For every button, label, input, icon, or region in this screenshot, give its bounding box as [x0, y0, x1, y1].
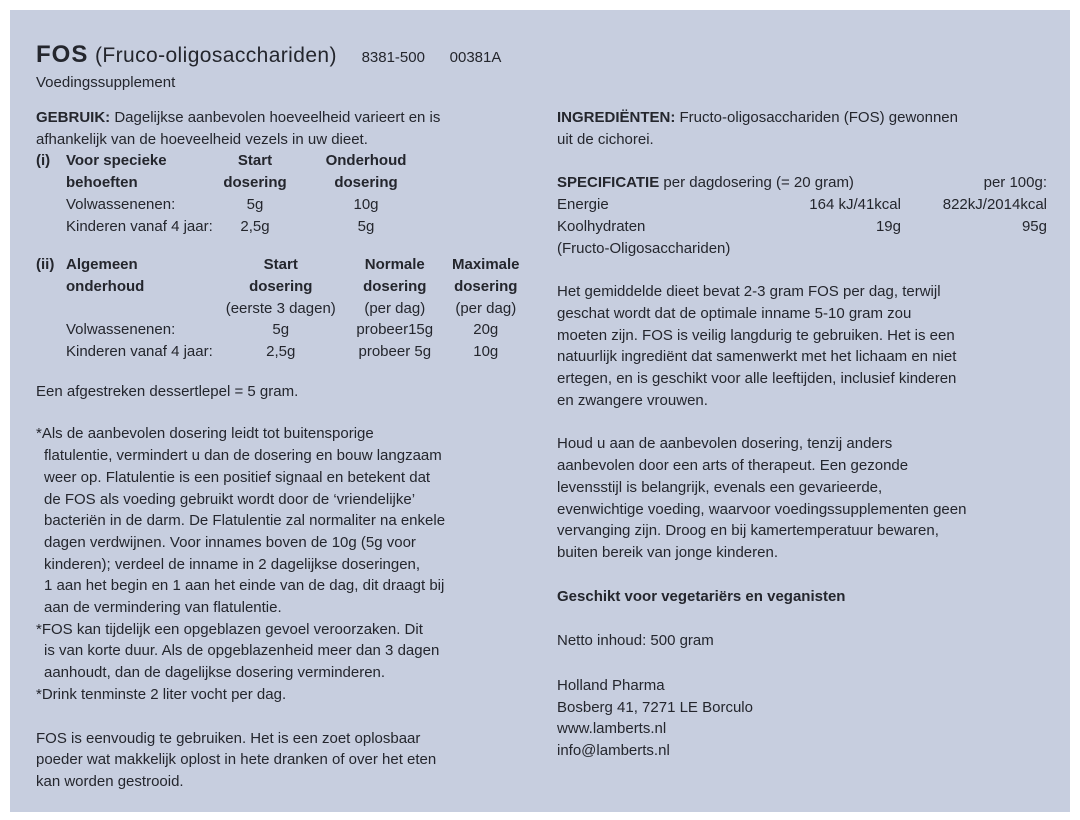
- table2-label: [66, 254, 213, 319]
- table1-label-1: Voor specieke: [66, 152, 167, 170]
- label-header: [36, 42, 501, 93]
- table2-col-max-3: (per dag): [455, 299, 517, 317]
- table2-col-start-2: dosering: [249, 277, 313, 295]
- table-row: [36, 341, 531, 363]
- usage-section: [36, 107, 536, 793]
- advice-line: buiten bereik van jonge kinderen.: [557, 543, 778, 561]
- usage-intro: [36, 107, 536, 150]
- table-row: [36, 216, 436, 238]
- dosage-table-specific: [36, 150, 436, 237]
- table-row: [36, 194, 436, 216]
- note-line: kinderen); verdeel de inname in 2 dagelijkse doseringen,: [44, 555, 421, 573]
- advice-line: evenwichtige voeding, waarvoor voedingssupplementen geen: [557, 500, 967, 518]
- table1-row-1-label: Volwassenenen:: [66, 195, 176, 213]
- ingredients-heading: INGREDIËNTEN:: [557, 109, 676, 126]
- company-name: Holland Pharma: [557, 677, 665, 695]
- dosage-table-general: [36, 254, 531, 363]
- table-row: [36, 319, 531, 341]
- usage-intro-line-2: afhankelijk van de hoeveelheid vezels in uw dieet.: [36, 130, 368, 148]
- company-info: [557, 675, 1047, 762]
- note-line: de FOS als voeding gebruikt wordt door de ‘vriendelijke’: [44, 490, 416, 508]
- table2-row-1-normal: probeer15g: [356, 321, 434, 339]
- table1-label-2: behoeften: [66, 174, 138, 192]
- spec-heading: SPECIFICATIE: [557, 174, 660, 192]
- table2-row-2-start: 2,5g: [266, 343, 296, 361]
- spec-row-2-name: Koolhydraten: [557, 217, 646, 235]
- spec-per-day: per dagdosering (= 20 gram): [663, 174, 854, 192]
- note-bloating: [36, 619, 536, 684]
- table2-col-max-2: dosering: [454, 277, 518, 295]
- table2-row-1-label: Volwassenenen:: [66, 321, 176, 339]
- spoon-measure: Een afgestreken dessertlepel = 5 gram.: [36, 382, 299, 400]
- vegan-statement: Geschikt voor vegetariërs en veganisten: [557, 587, 846, 605]
- diet-line: Het gemiddelde dieet bevat 2-3 gram FOS per dag, terwijl: [557, 283, 941, 301]
- spec-row-1-name: Energie: [557, 196, 609, 214]
- product-name: FOS: [36, 41, 89, 68]
- table1-col-start-2: dosering: [223, 174, 287, 192]
- info-section: [557, 107, 1047, 762]
- diet-info: [557, 281, 1047, 411]
- spec-per-100: per 100g:: [983, 174, 1047, 192]
- table1-col-maint-2: dosering: [334, 174, 398, 192]
- advice-line: Houd u aan de aanbevolen dosering, tenzij anders: [557, 435, 893, 453]
- diet-line: ertegen, en is geschikt voor alle leeftijden, inclusief kinderen: [557, 370, 957, 388]
- table2-col-max-1: Maximale: [451, 256, 520, 274]
- table2-label-1: Algemeen: [66, 256, 138, 274]
- table1-col-start-1: Start: [237, 152, 273, 170]
- usage-easy: [36, 728, 536, 793]
- spec-row-1-day: 164 kJ/41kcal: [809, 196, 901, 214]
- company-website: www.lamberts.nl: [557, 720, 667, 738]
- diet-line: geschat wordt dat de optimale inname 5-10 gram zou: [557, 304, 912, 322]
- advice-line: vervanging zijn. Droog en bij kamertemperatuur bewaren,: [557, 522, 939, 540]
- table1-col-maint-1: Onderhoud: [325, 152, 407, 170]
- spec-row-2-100: 95g: [1021, 217, 1047, 235]
- table2-col-normal-1: Normale: [364, 256, 425, 274]
- table2-col-start-1: Start: [263, 256, 298, 274]
- note-line: *FOS kan tijdelijk een opgeblazen gevoel veroorzaken. Dit: [36, 620, 423, 638]
- product-full-name-end: n): [317, 44, 337, 67]
- note-line: *Als de aanbevolen dosering leidt tot buitensporige: [36, 425, 374, 443]
- spec-row-1-100: 822kJ/2014kcal: [942, 196, 1047, 214]
- table2-row-2-normal: probeer 5g: [358, 343, 432, 361]
- product-category: Voedingssupplement: [36, 74, 176, 91]
- spec-header: [557, 172, 901, 194]
- usage-notes: [36, 423, 536, 705]
- table2-col-normal-2: dosering: [363, 277, 427, 295]
- diet-line: en zwangere vrouwen.: [557, 391, 708, 409]
- spec-sub-name: (Fructo-Oligosacchariden): [557, 239, 731, 257]
- advice-info: [557, 433, 1047, 563]
- easy-line: kan worden gestrooid.: [36, 772, 184, 790]
- note-line: bacteriën in de darm. De Flatulentie zal normaliter na enkele: [44, 512, 446, 530]
- table1-col-maint: [296, 150, 436, 193]
- note-line: weer op. Flatulentie is een positief signaal en betekent dat: [44, 468, 431, 486]
- note-line: flatulentie, vermindert u dan de dosering en bouw langzaam: [44, 447, 442, 465]
- table2-row-1-max: 20g: [473, 321, 499, 339]
- advice-line: aanbevolen door een arts of therapeut. Een gezonde: [557, 457, 909, 475]
- note-line: aan de vermindering van flatulentie.: [44, 599, 282, 617]
- table2-col-normal-3: (per dag): [364, 299, 426, 317]
- diet-line: moeten zijn. FOS is veilig langdurig te gebruiken. Het is een: [557, 326, 955, 344]
- table2-col-max: [441, 254, 531, 319]
- table1-row-2-start: 2,5g: [240, 217, 270, 235]
- company-email: info@lamberts.nl: [557, 742, 670, 760]
- note-fluid: *Drink tenminste 2 liter vocht per dag.: [36, 685, 287, 703]
- table2-col-start-3: (eerste 3 dagen): [225, 299, 336, 317]
- note-line: 1 aan het begin en 1 aan het einde van de dag, dit draagt bij: [44, 577, 445, 595]
- easy-line: FOS is eenvoudig te gebruiken. Het is een zoet oplosbaar: [36, 729, 421, 747]
- product-label-panel: [10, 10, 1070, 812]
- table2-number: (ii): [36, 256, 55, 274]
- table1-number: (i): [36, 152, 51, 170]
- table2-row-1-start: 5g: [272, 321, 290, 339]
- ingredients: [557, 107, 1047, 150]
- table1-label: [66, 150, 214, 193]
- table1-row-1-start: 5g: [246, 195, 264, 213]
- usage-heading: GEBRUIK:: [36, 109, 111, 126]
- table1-col-start: [214, 150, 296, 193]
- specification-table: [557, 172, 1047, 259]
- table2-col-normal: [349, 254, 441, 319]
- spec-row-2-day: 19g: [875, 217, 901, 235]
- product-full-name: [95, 44, 337, 67]
- advice-line: levensstijl is belangrijk, evenals een gevarieerde,: [557, 478, 883, 496]
- note-line: aanhoudt, dan de dagelijkse dosering verminderen.: [44, 664, 386, 682]
- ingredients-line-2: uit de cichorei.: [557, 130, 654, 148]
- note-line: is van korte duur. Als de opgeblazenheid meer dan 3 dagen: [44, 642, 440, 660]
- table2-row-2-max: 10g: [473, 343, 499, 361]
- table1-row-2-label: Kinderen vanaf 4 jaar:: [66, 217, 213, 235]
- table2-row-2-label: Kinderen vanaf 4 jaar:: [66, 343, 213, 361]
- table1-row-2-maint: 5g: [357, 217, 375, 235]
- table2-label-2: onderhoud: [66, 277, 145, 295]
- easy-line: poeder wat makkelijk oplost in hete dranken of over het eten: [36, 751, 437, 769]
- product-title: [36, 42, 501, 71]
- product-code-1: 8381-500: [361, 49, 425, 66]
- diet-line: natuurlijk ingrediënt dat samenwerkt met het lichaam en niet: [557, 348, 957, 366]
- net-content: Netto inhoud: 500 gram: [557, 632, 714, 650]
- product-code-2: 00381A: [449, 49, 502, 66]
- note-flatulence: [36, 423, 536, 618]
- table1-row-1-maint: 10g: [353, 195, 379, 213]
- table2-col-start: [213, 254, 349, 319]
- product-full-name-text: (Fruco-oligosaccharide: [95, 44, 318, 67]
- company-address: Bosberg 41, 7271 LE Borculo: [557, 698, 753, 716]
- ingredients-line-1: Fructo-oligosacchariden (FOS) gewonnen: [679, 109, 958, 126]
- usage-intro-line-1: Dagelijkse aanbevolen hoeveelheid varieert en is: [114, 109, 441, 126]
- note-line: dagen verdwijnen. Voor innames boven de 10g (5g voor: [44, 533, 416, 551]
